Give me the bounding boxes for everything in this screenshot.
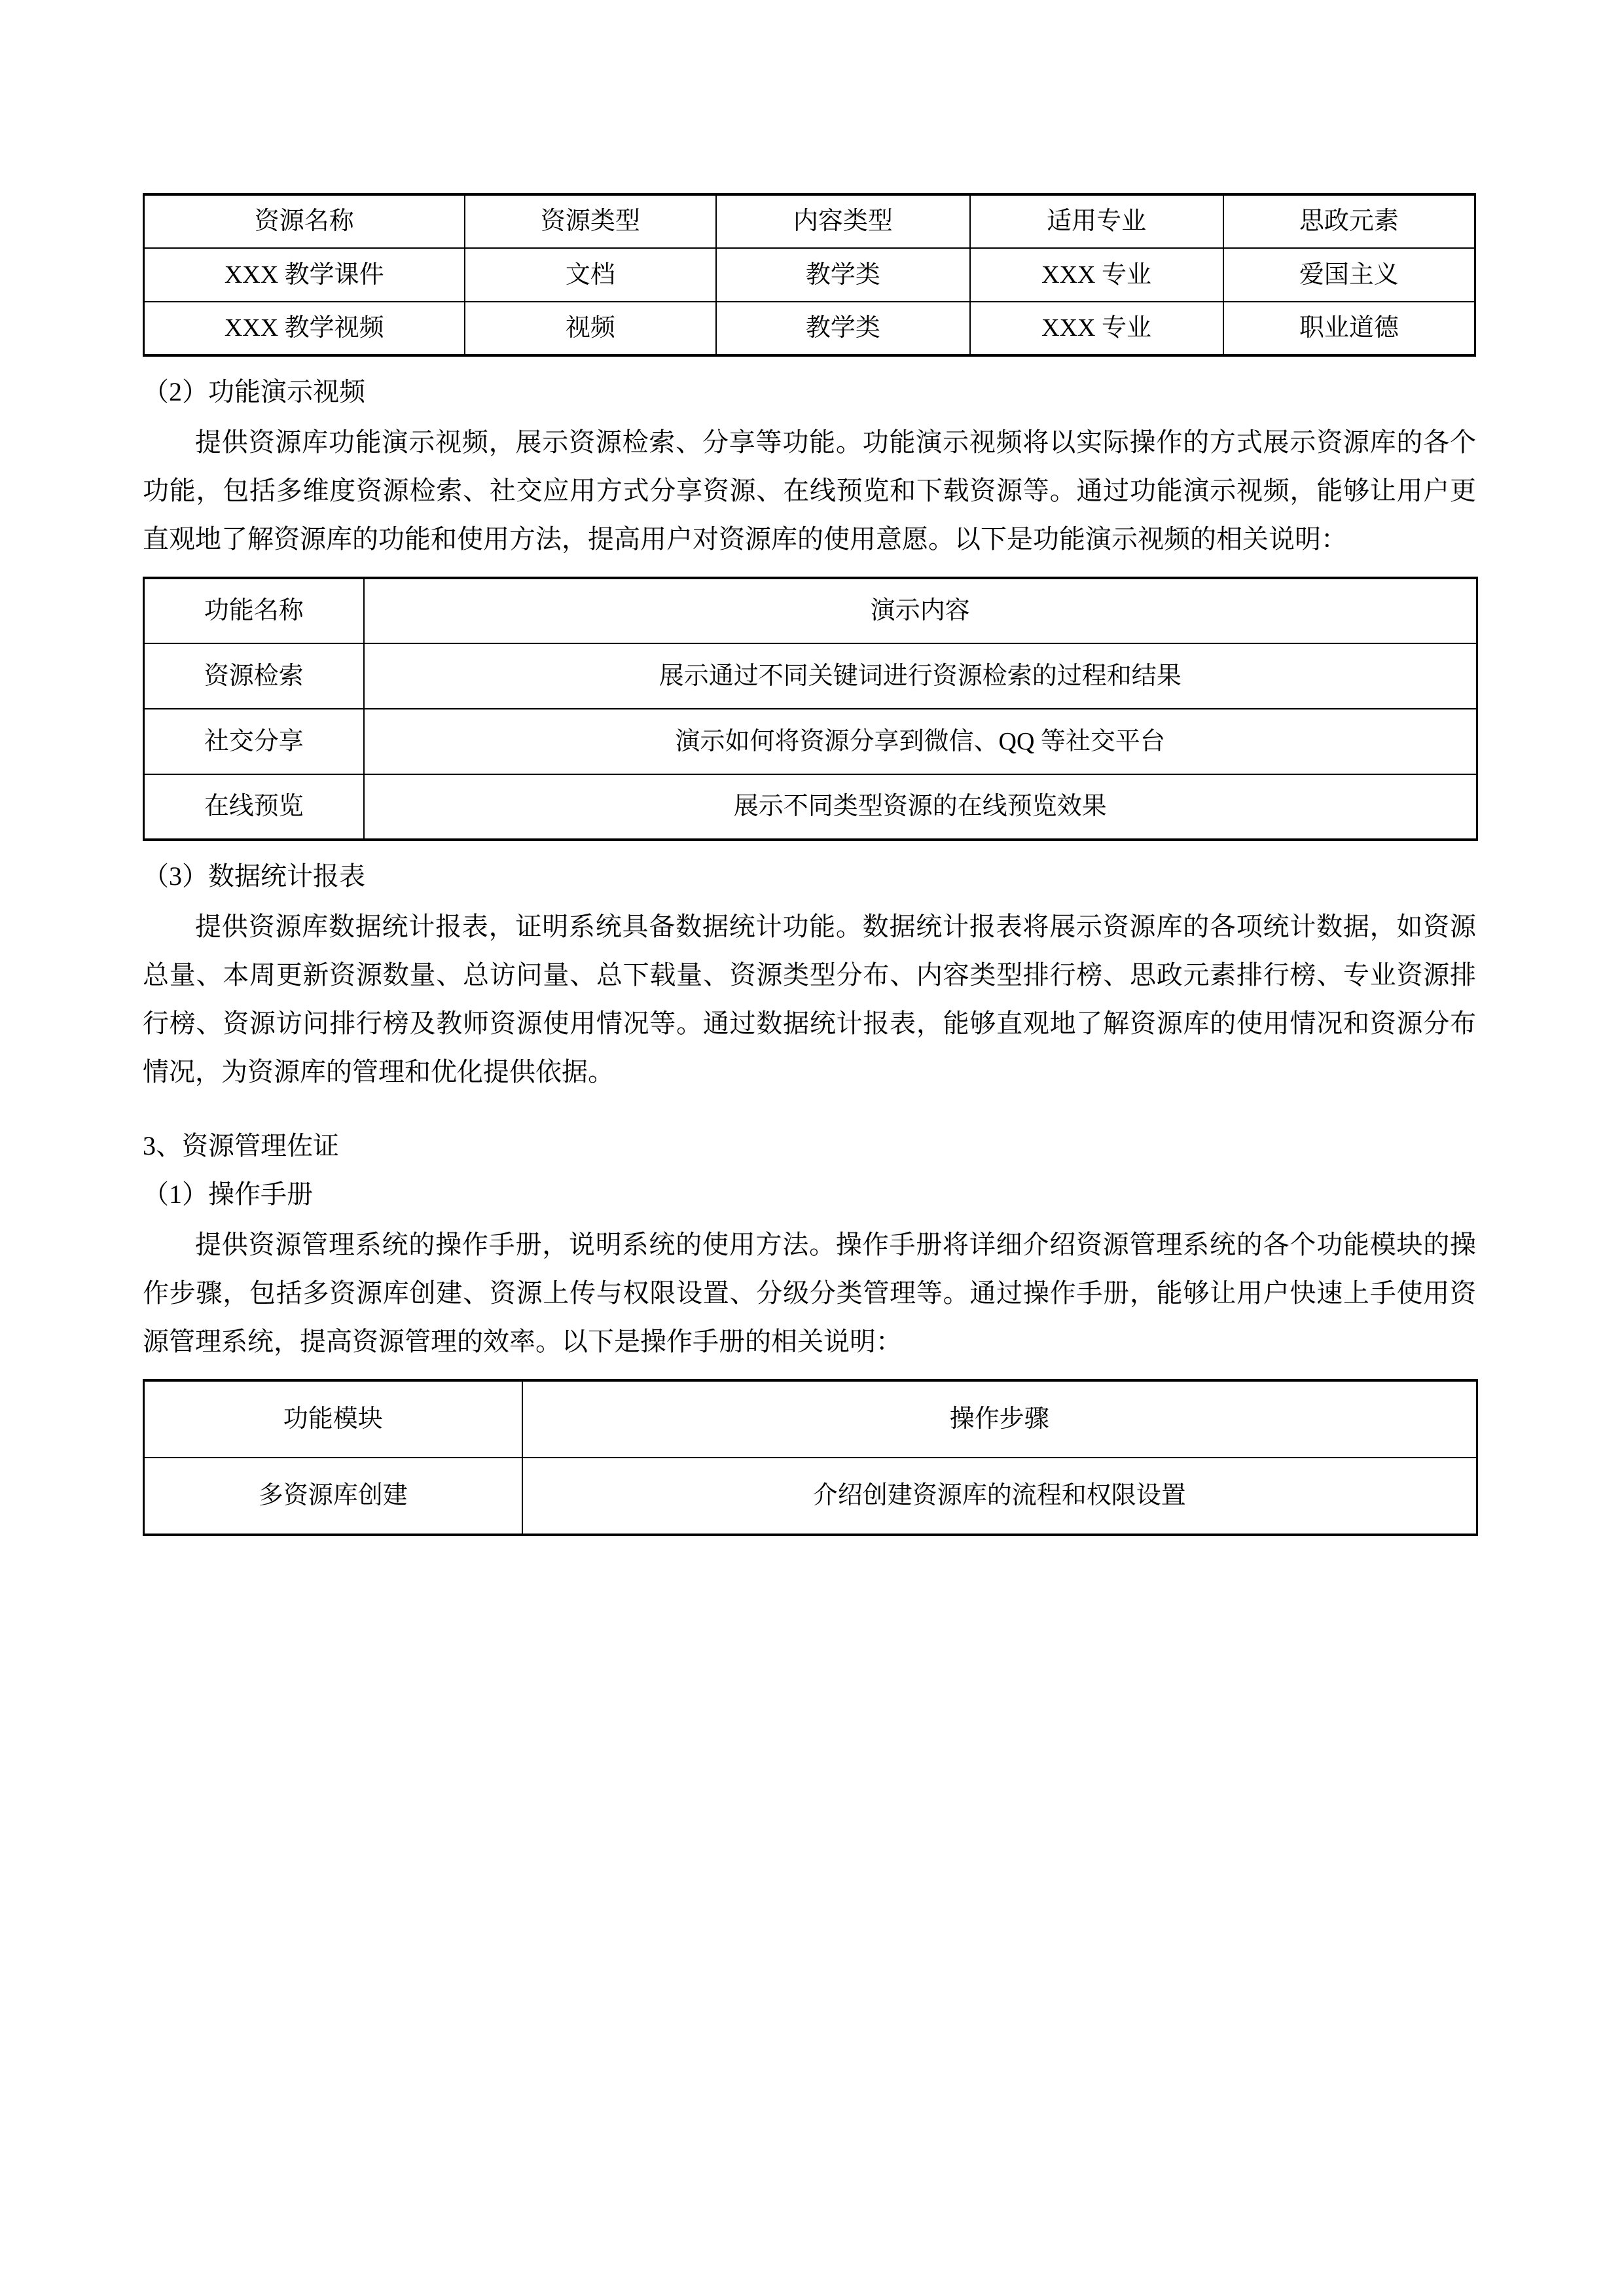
cell-function-name: 社交分享 — [144, 709, 364, 774]
manual-table — [143, 1379, 1478, 1536]
column-header-function-name: 功能名称 — [144, 578, 364, 643]
column-header-function-module: 功能模块 — [144, 1380, 522, 1458]
spacer — [143, 1208, 1476, 1221]
spacer — [143, 841, 1476, 863]
spacer — [143, 564, 1476, 577]
table-header-row — [144, 194, 1475, 248]
table-header-row — [144, 1380, 1477, 1458]
cell-resource-name: XXX 教学课件 — [144, 248, 465, 302]
subheading-operation-manual: （1）操作手册 — [143, 1179, 313, 1209]
cell-demo-content: 演示如何将资源分享到微信、QQ 等社交平台 — [364, 709, 1477, 774]
cell-resource-type: 文档 — [465, 248, 717, 302]
paragraph-data-statistics: 提供资源库数据统计报表，证明系统具备数据统计功能。数据统计报表将展示资源库的各项统计数据，如资源总量、本周更新资源数量、总访问量、总下载量、资源类型分布、内容类型排行榜、思政元素排行榜、专业资源排行榜、资源访问排行榜及教师资源使用情况等。通过数据统计报表，能够直观地了解资源库的使用情况和资源分布情况，为资源库的管理和优化提供依据。 — [143, 912, 1476, 1086]
section-resource-management — [143, 1133, 1476, 1366]
demo-table — [143, 577, 1478, 841]
paragraph-operation-manual: 提供资源管理系统的操作手册，说明系统的使用方法。操作手册将详细介绍资源管理系统的各个功能模块的操作步骤，包括多资源库创建、资源上传与权限设置、分级分类管理等。通过操作手册，能够让用户快速上手使用资源管理系统，提高资源管理的效率。以下是操作手册的相关说明： — [143, 1230, 1476, 1356]
cell-function-module: 多资源库创建 — [144, 1458, 522, 1535]
paragraph-demo-video: 提供资源库功能演示视频，展示资源检索、分享等功能。功能演示视频将以实际操作的方式展示资源库的各个功能，包括多维度资源检索、社交应用方式分享资源、在线预览和下载资源等。通过功能演示视频，能够让用户更直观地了解资源库的功能和使用方法，提高用户对资源库的使用意愿。以下是功能演示视频的相关说明： — [143, 427, 1476, 554]
cell-content-type: 教学类 — [716, 302, 969, 355]
spacer — [143, 889, 1476, 903]
spacer — [143, 357, 1476, 379]
cell-operation-steps: 介绍创建资源库的流程和权限设置 — [522, 1458, 1477, 1535]
column-header-demo-content: 演示内容 — [364, 578, 1477, 643]
cell-resource-name: XXX 教学视频 — [144, 302, 465, 355]
heading-demo-video: （2）功能演示视频 — [143, 377, 365, 406]
cell-demo-content: 展示不同类型资源的在线预览效果 — [364, 774, 1477, 840]
column-header-content-type: 内容类型 — [716, 194, 969, 248]
spacer — [143, 1366, 1476, 1379]
table-row — [144, 709, 1477, 774]
column-header-resource-name: 资源名称 — [144, 194, 465, 248]
heading-resource-management: 3、资源管理佐证 — [143, 1131, 339, 1160]
column-header-operation-steps: 操作步骤 — [522, 1380, 1477, 1458]
column-header-applicable-major: 适用专业 — [970, 194, 1223, 248]
cell-ideological-element: 职业道德 — [1223, 302, 1475, 355]
cell-demo-content: 展示通过不同关键词进行资源检索的过程和结果 — [364, 643, 1477, 709]
cell-applicable-major: XXX 专业 — [970, 248, 1223, 302]
table-header-row — [144, 578, 1477, 643]
cell-ideological-element: 爱国主义 — [1223, 248, 1475, 302]
spacer — [143, 1159, 1476, 1181]
cell-applicable-major: XXX 专业 — [970, 302, 1223, 355]
cell-content-type: 教学类 — [716, 248, 969, 302]
table-row — [144, 302, 1475, 355]
column-header-ideological-element: 思政元素 — [1223, 194, 1475, 248]
table-row — [144, 774, 1477, 840]
section-data-statistics — [143, 863, 1476, 1096]
spacer — [143, 405, 1476, 418]
column-header-resource-type: 资源类型 — [465, 194, 717, 248]
cell-function-name: 在线预览 — [144, 774, 364, 840]
spacer — [143, 1096, 1476, 1133]
section-demo-video — [143, 379, 1476, 564]
cell-resource-type: 视频 — [465, 302, 717, 355]
table-row — [144, 643, 1477, 709]
resource-table — [143, 193, 1476, 357]
table-row — [144, 248, 1475, 302]
cell-function-name: 资源检索 — [144, 643, 364, 709]
table-row — [144, 1458, 1477, 1535]
heading-data-statistics: （3）数据统计报表 — [143, 861, 365, 891]
